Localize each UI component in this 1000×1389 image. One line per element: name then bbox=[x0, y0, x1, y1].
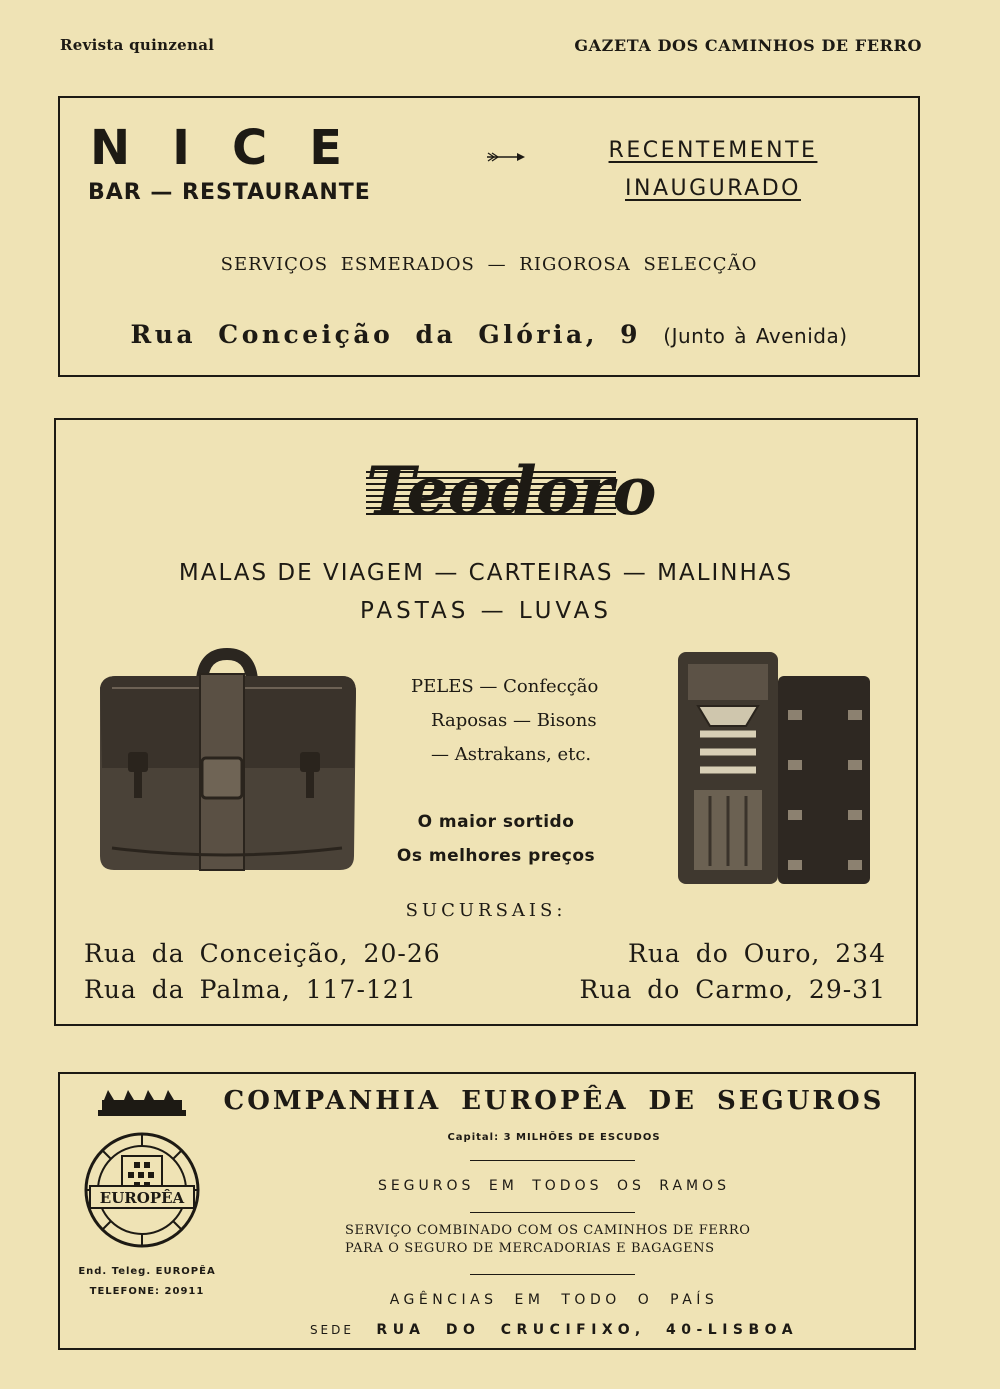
branches-right bbox=[580, 936, 886, 1008]
arrow-right-icon bbox=[485, 150, 525, 164]
furs-line-2: Raposas — Bisons bbox=[431, 710, 597, 731]
wardrobe-trunk-image bbox=[676, 650, 876, 890]
agencies: AGÊNCIAS EM TODO O PAÍS bbox=[389, 1292, 719, 1308]
emblem-text: EUROPÊA bbox=[99, 1189, 185, 1207]
contact-info bbox=[72, 1262, 222, 1302]
page-header bbox=[60, 36, 922, 58]
furs-line-1: PELES — Confecção bbox=[411, 676, 599, 697]
nice-address: Rua Conceição da Glória, 9 bbox=[130, 320, 642, 349]
divider bbox=[470, 1160, 635, 1161]
europea-capital: Capital: 3 MILHÕES DE ESCUDOS bbox=[447, 1132, 661, 1143]
publication-frequency: Revista quinzenal bbox=[60, 36, 215, 54]
nice-advertisement bbox=[58, 96, 920, 377]
nice-subtitle: BAR — RESTAURANTE bbox=[88, 180, 371, 205]
recent-line-2: INAUGURADO bbox=[625, 176, 801, 201]
branch-address: Rua da Conceição, 20-26 bbox=[84, 939, 441, 968]
products-line-2: PASTAS — LUVAS bbox=[359, 598, 613, 624]
nice-address-note: (Junto à Avenida) bbox=[663, 324, 848, 348]
teodoro-brand: Teodoro bbox=[366, 452, 656, 530]
insurance-lines: SEGUROS EM TODOS OS RAMOS bbox=[377, 1178, 731, 1194]
europea-advertisement bbox=[58, 1072, 916, 1350]
branches-left bbox=[84, 936, 441, 1008]
recent-line-1: RECENTEMENTE bbox=[608, 138, 818, 163]
headquarters-label: SEDE bbox=[309, 1323, 354, 1337]
furs-list bbox=[401, 670, 599, 772]
furs-line-3: — Astrakans, etc. bbox=[431, 744, 592, 765]
branch-address: Rua do Ouro, 234 bbox=[628, 939, 886, 968]
teodoro-logo bbox=[366, 442, 656, 532]
briefcase-image bbox=[92, 648, 362, 878]
divider bbox=[470, 1212, 635, 1213]
teodoro-advertisement bbox=[54, 418, 918, 1026]
branches-label: SUCURSAIS: bbox=[405, 900, 567, 921]
europea-emblem-icon bbox=[82, 1090, 202, 1266]
combined-service-line-1: SERVIÇO COMBINADO COM OS CAMINHOS DE FERRO bbox=[345, 1223, 751, 1238]
products-line-1: MALAS DE VIAGEM — CARTEIRAS — MALINHAS bbox=[178, 560, 794, 586]
europea-title: COMPANHIA EUROPÊA DE SEGUROS bbox=[223, 1086, 885, 1116]
nice-address-line bbox=[60, 320, 918, 349]
headquarters-address: RUA DO CRUCIFIXO, 40-LISBOA bbox=[376, 1322, 799, 1338]
nice-title: NICE bbox=[90, 120, 385, 176]
headquarters bbox=[220, 1322, 888, 1338]
divider bbox=[470, 1274, 635, 1275]
recently-opened-notice bbox=[588, 132, 838, 208]
combined-service-line-2: PARA O SEGURO DE MERCADORIAS E BAGAGENS bbox=[345, 1241, 715, 1256]
branch-address: Rua do Carmo, 29-31 bbox=[579, 975, 886, 1004]
telephone: TELEFONE: 20911 bbox=[89, 1286, 205, 1297]
branch-address: Rua da Palma, 117-121 bbox=[84, 975, 417, 1004]
combined-service bbox=[345, 1222, 765, 1258]
telegraph-address: End. Teleg. EUROPÊA bbox=[78, 1266, 216, 1277]
publication-title: GAZETA DOS CAMINHOS DE FERRO bbox=[574, 36, 922, 55]
largest-assortment: O maior sortido bbox=[417, 812, 575, 832]
nice-services: SERVIÇOS ESMERADOS — RIGOROSA SELECÇÃO bbox=[220, 254, 758, 275]
best-prices: Os melhores preços bbox=[396, 846, 596, 866]
